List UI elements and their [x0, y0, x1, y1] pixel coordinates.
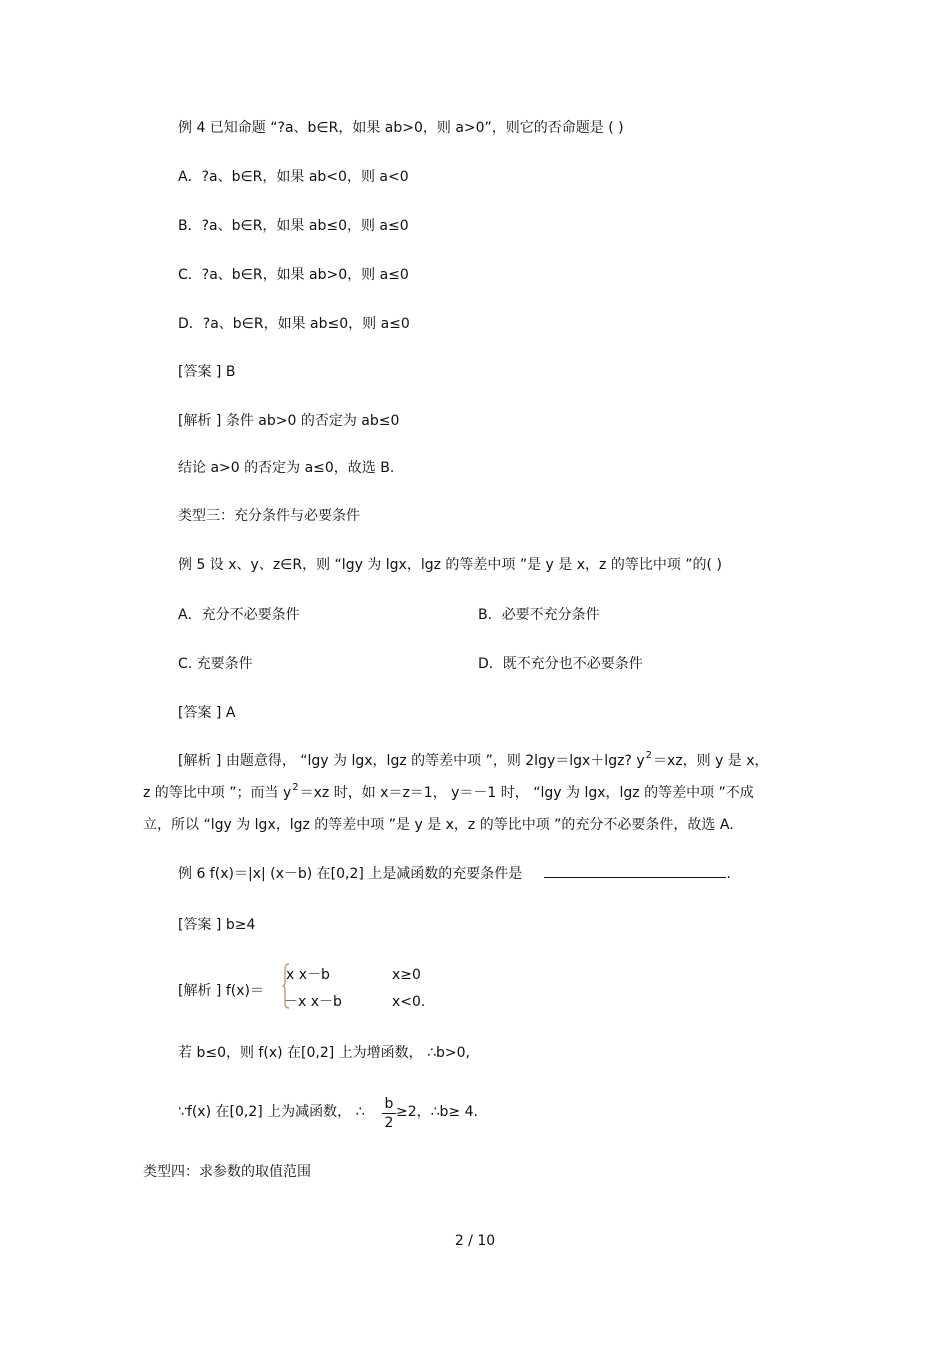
- piecewise-case-1-condition: x≥0: [392, 967, 421, 983]
- example-6-if-line: 若 b≤0，则 f(x) 在[0,2] 上为增函数， ∴b>0,: [178, 1045, 470, 1061]
- analysis-text: ＝xz 时，如 x＝z＝1， y＝－1 时， “lgy 为 lgx，lgz 的等差中项 ”不成: [299, 785, 754, 801]
- superscript: 2: [292, 782, 299, 793]
- example-4-option-b: B．?a、b∈R，如果 ab≤0，则 a≤0: [178, 218, 409, 234]
- example-6-analysis-label: [解析 ] f(x)＝: [178, 983, 264, 999]
- analysis-text: ＝xz，则 y 是 x，: [652, 753, 769, 769]
- fraction-b-over-2: [382, 1096, 396, 1131]
- example-6-stem: [178, 865, 731, 883]
- piecewise-case-2-condition: x<0.: [392, 994, 426, 1010]
- page-number: 2 / 10: [454, 1233, 496, 1249]
- example-5-option-b: B．必要不充分条件: [478, 607, 600, 623]
- example-5-analysis-line-3: 立，所以 “lgy 为 lgx，lgz 的等差中项 ”是 y 是 x，z 的等比中项 ”的充分不必要条件，故选 A.: [143, 817, 734, 833]
- fraction-denominator: 2: [384, 1115, 394, 1131]
- example-4-option-c: C．?a、b∈R，如果 ab>0，则 a≤0: [178, 267, 409, 283]
- stem-text: 例 6 f(x)＝|x| (x－b) 在[0,2] 上是减函数的充要条件是: [178, 866, 523, 882]
- example-6-answer: [答案 ] b≥4: [178, 917, 256, 933]
- analysis-text: [解析 ] 由题意得， “lgy 为 lgx，lgz 的等差中项 ”，则 2lgy＝lgx＋lgz? y: [178, 753, 645, 769]
- example-4-answer: [答案 ] B: [178, 364, 236, 380]
- section-heading-type3: 类型三：充分条件与必要条件: [178, 508, 360, 524]
- example-4-option-d: D．?a、b∈R，如果 ab≤0，则 a≤0: [178, 316, 410, 332]
- fraction-bar: [382, 1113, 396, 1114]
- example-6-because-line: ∵f(x) 在[0,2] 上为减函数， ∴: [178, 1104, 365, 1120]
- fraction-numerator: b: [384, 1096, 394, 1112]
- analysis-text: z 的等比中项 ”；而当 y: [143, 785, 292, 801]
- fill-in-blank: [544, 865, 726, 878]
- example-4-stem: 例 4 已知命题 “?a、b∈R，如果 ab>0，则 a>0”，则它的否命题是 ( ): [178, 120, 624, 136]
- example-4-option-a: A．?a、b∈R，如果 ab<0，则 a<0: [178, 169, 409, 185]
- superscript: 2: [645, 750, 652, 761]
- example-4-conclusion: 结论 a>0 的否定为 a≤0，故选 B.: [178, 460, 395, 476]
- example-4-analysis: [解析 ] 条件 ab>0 的否定为 ab≤0: [178, 413, 400, 429]
- example-5-option-c: C. 充要条件: [178, 656, 253, 672]
- piecewise-case-2-expression: －x x－b: [284, 994, 342, 1010]
- example-6-because-line-end: ≥2，∴b≥ 4.: [396, 1104, 478, 1120]
- example-5-answer: [答案 ] A: [178, 705, 236, 721]
- stem-end: .: [726, 866, 731, 882]
- example-5-option-d: D．既不充分也不必要条件: [478, 656, 643, 672]
- section-heading-type4: 类型四：求参数的取值范围: [143, 1164, 311, 1180]
- example-5-analysis-line-1: [178, 752, 769, 772]
- example-5-analysis-line-2: [143, 784, 754, 804]
- example-5-option-a: A．充分不必要条件: [178, 607, 300, 623]
- piecewise-case-1-expression: x x－b: [286, 967, 330, 983]
- example-5-stem: 例 5 设 x、y、z∈R，则 “lgy 为 lgx，lgz 的等差中项 ”是 y 是 x，z 的等比中项 ”的( ): [178, 557, 722, 573]
